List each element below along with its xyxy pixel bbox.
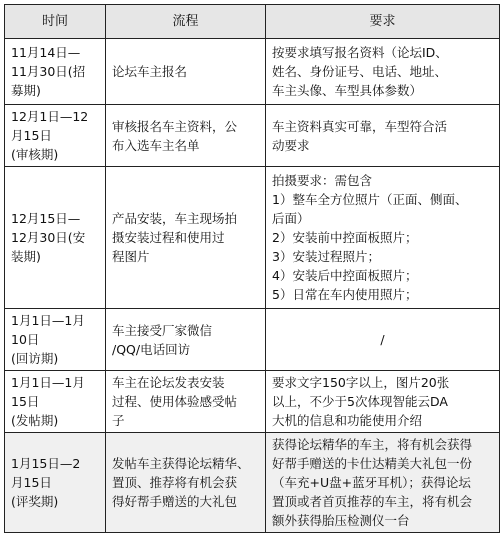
requirement-cell: 获得论坛精华的车主，将有机会获得 好帮手赠送的卡仕达精美大礼包一份 （车充+U盘+蓝牙耳机）；获得论坛 置顶或者首页推荐的车主，将有机会 额外获得胎压检测仪一台 — [266, 433, 500, 533]
process-cell: 发帖车主获得论坛精华、 置顶、推荐将有机会获 得好帮手赠送的大礼包 — [106, 433, 266, 533]
time-cell: 1月1日—1月 10日 (回访期) — [5, 309, 106, 371]
header-process: 流程 — [106, 5, 266, 39]
table-row — [5, 39, 500, 105]
process-cell: 论坛车主报名 — [106, 39, 266, 105]
schedule-table — [4, 4, 500, 533]
table-row — [5, 105, 500, 167]
requirement-cell: 按要求填写报名资料（论坛ID、 姓名、身份证号、电话、地址、 车主头像、车型具体参数） — [266, 39, 500, 105]
header-time: 时间 — [5, 5, 106, 39]
requirement-cell: 车主资料真实可靠，车型符合活 动要求 — [266, 105, 500, 167]
time-cell: 1月15日—2 月15日 (评奖期) — [5, 433, 106, 533]
process-cell: 审核报名车主资料，公 布入选车主名单 — [106, 105, 266, 167]
time-cell: 12月1日—12 月15日 (审核期) — [5, 105, 106, 167]
requirement-cell: 拍摄要求：需包含 1）整车全方位照片（正面、侧面、 后面） 2）安装前中控面板照片； 3）安装过程照片； 4）安装后中控面板照片； 5）日常在车内使用照片； — [266, 167, 500, 309]
process-cell: 产品安装，车主现场拍 摄安装过程和使用过 程图片 — [106, 167, 266, 309]
time-cell: 12月15日— 12月30日(安 装期) — [5, 167, 106, 309]
time-cell: 11月14日— 11月30日(招 募期) — [5, 39, 106, 105]
table-row — [5, 309, 500, 371]
requirement-cell: 要求文字150字以上，图片20张 以上，不少于5次体现智能云DA 大机的信息和功能使用介绍 — [266, 371, 500, 433]
process-cell: 车主在论坛发表安装 过程、使用体验感受帖 子 — [106, 371, 266, 433]
header-requirement: 要求 — [266, 5, 500, 39]
time-cell: 1月1日—1月 15日 (发帖期) — [5, 371, 106, 433]
table-row — [5, 167, 500, 309]
table-row — [5, 371, 500, 433]
process-cell: 车主接受厂家微信 /QQ/电话回访 — [106, 309, 266, 371]
header-row — [5, 5, 500, 39]
table-row — [5, 433, 500, 533]
requirement-cell: / — [266, 309, 500, 371]
